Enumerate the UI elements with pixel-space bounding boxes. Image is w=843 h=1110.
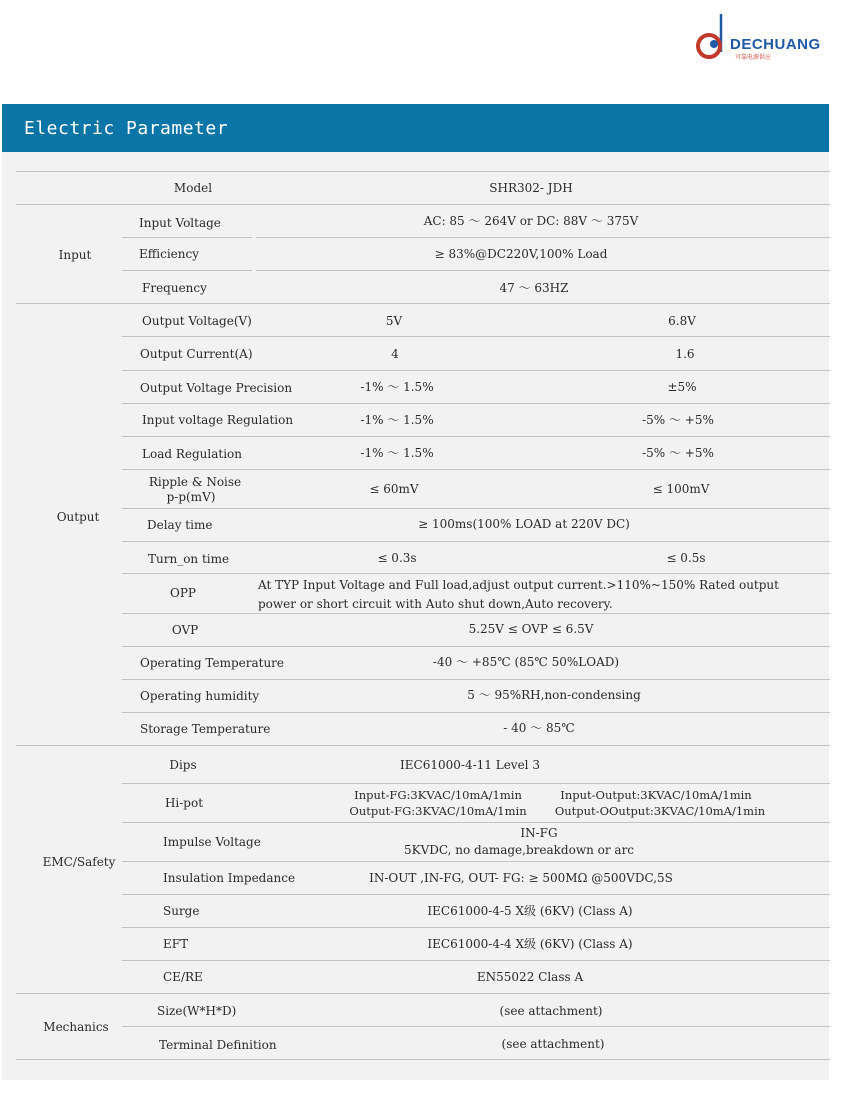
regulation-label: Input voltage Regulation xyxy=(142,413,294,427)
precision-v1: -1% ～ 1.5% xyxy=(360,380,434,394)
op-temp-value: -40 ～ +85℃ (85℃ 50%LOAD) xyxy=(432,655,620,669)
table-divider xyxy=(16,204,830,205)
output-current-v2: 1.6 xyxy=(675,347,695,361)
output-voltage-v1: 5V xyxy=(385,314,403,328)
input-voltage-value: AC: 85 ～ 264V or DC: 88V ～ 375V xyxy=(423,214,639,228)
row-divider xyxy=(122,336,830,337)
row-divider xyxy=(122,469,830,470)
row-divider xyxy=(122,822,830,823)
terminal-value: (see attachment) xyxy=(501,1037,605,1051)
group-input: Input xyxy=(58,248,92,262)
row-divider xyxy=(122,613,830,614)
group-emc-safety: EMC/Safety xyxy=(42,855,116,869)
output-voltage-label: Output Voltage(V) xyxy=(142,314,252,328)
load-regulation-v2: -5% ～ +5% xyxy=(642,446,714,460)
row-divider xyxy=(122,960,830,961)
section-header xyxy=(2,104,829,152)
delay-label: Delay time xyxy=(147,518,213,532)
terminal-label: Terminal Definition xyxy=(159,1038,277,1052)
input-voltage-label: Input Voltage xyxy=(139,216,221,230)
ovp-label: OVP xyxy=(171,623,199,637)
dips-value: IEC61000-4-11 Level 3 xyxy=(400,758,540,772)
precision-label: Output Voltage Precision xyxy=(140,381,293,395)
frequency-value: 47 ～ 63HZ xyxy=(499,281,569,295)
row-divider xyxy=(122,646,830,647)
table-divider xyxy=(16,1059,830,1060)
regulation-v2: -5% ～ +5% xyxy=(642,413,714,427)
turn-on-v2: ≤ 0.5s xyxy=(666,551,706,565)
precision-v2: ±5% xyxy=(667,380,697,394)
storage-temp-label: Storage Temperature xyxy=(140,722,271,736)
parameter-table xyxy=(2,152,829,1080)
row-divider xyxy=(122,403,830,404)
frequency-label: Frequency xyxy=(142,281,207,295)
insulation-label: Insulation Impedance xyxy=(163,871,296,885)
op-temp-label: Operating Temperature xyxy=(140,656,285,670)
row-divider xyxy=(122,894,830,895)
turn-on-label: Turn_on time xyxy=(148,552,230,566)
brand-name: DECHUANG xyxy=(730,36,821,53)
hipot-label: Hi-pot xyxy=(164,796,204,810)
ripple-label-line1: Ripple & Noise xyxy=(148,475,242,489)
row-divider xyxy=(122,679,830,680)
row-divider xyxy=(256,270,830,271)
surge-value: IEC61000-4-5 X级 (6KV) (Class A) xyxy=(427,904,633,918)
delay-value: ≥ 100ms(100% LOAD at 220V DC) xyxy=(418,517,630,531)
insulation-value: IN-OUT ,IN-FG, OUT- FG: ≥ 500MΩ @500VDC,5S xyxy=(369,871,673,885)
row-divider xyxy=(122,237,252,238)
ripple-label-line2: p-p(mV) xyxy=(166,490,216,504)
group-divider xyxy=(16,993,830,994)
cere-label: CE/RE xyxy=(163,970,203,984)
ripple-v2: ≤ 100mV xyxy=(652,482,710,496)
hipot-input-output: Input-Output:3KVAC/10mA/1min xyxy=(560,788,752,802)
surge-label: Surge xyxy=(163,904,200,918)
row-divider xyxy=(256,237,830,238)
impulse-line2: 5KVDC, no damage,breakdown or arc xyxy=(403,843,635,857)
row-divider xyxy=(122,1026,830,1027)
brand-tagline: 可靠电源供应 xyxy=(735,55,772,61)
hipot-output-fg: Output-FG:3KVAC/10mA/1min xyxy=(349,804,527,818)
hipot-output-output: Output-OOutput:3KVAC/10mA/1min xyxy=(554,804,766,818)
row-divider xyxy=(122,541,830,542)
eft-label: EFT xyxy=(163,937,189,951)
row-divider xyxy=(122,270,252,271)
hipot-input-fg: Input-FG:3KVAC/10mA/1min xyxy=(354,788,522,802)
op-humidity-label: Operating humidity xyxy=(140,689,260,703)
regulation-v1: -1% ～ 1.5% xyxy=(360,413,434,427)
efficiency-label: Efficiency xyxy=(139,247,200,261)
dips-label: Dips xyxy=(169,758,197,772)
row-divider xyxy=(122,861,830,862)
output-current-v1: 4 xyxy=(391,347,399,361)
op-humidity-value: 5 ～ 95%RH,non-condensing xyxy=(467,688,641,702)
row-divider xyxy=(122,783,830,784)
table-divider xyxy=(16,171,830,172)
row-divider xyxy=(122,508,830,509)
group-output: Output xyxy=(56,510,100,524)
ripple-v1: ≤ 60mV xyxy=(369,482,419,496)
output-current-label: Output Current(A) xyxy=(140,347,253,361)
opp-line2: power or short circuit with Auto shut down,Auto recovery. xyxy=(258,597,613,611)
load-regulation-label: Load Regulation xyxy=(142,447,242,461)
impulse-label: Impulse Voltage xyxy=(163,835,261,849)
group-divider xyxy=(16,303,830,304)
turn-on-v1: ≤ 0.3s xyxy=(377,551,417,565)
section-title: Electric Parameter xyxy=(24,118,229,139)
group-divider xyxy=(16,745,830,746)
cere-value: EN55022 Class A xyxy=(476,970,584,984)
group-mechanics: Mechanics xyxy=(43,1020,109,1034)
model-value: SHR302- JDH xyxy=(489,181,573,195)
size-value: (see attachment) xyxy=(499,1004,603,1018)
row-divider xyxy=(122,436,830,437)
row-divider xyxy=(122,573,830,574)
size-label: Size(W*H*D) xyxy=(157,1004,237,1018)
opp-label: OPP xyxy=(170,586,196,600)
row-divider xyxy=(122,927,830,928)
storage-temp-value: - 40 ～ 85℃ xyxy=(503,721,575,735)
opp-line1: At TYP Input Voltage and Full load,adjust output current.>110%~150% Rated output xyxy=(258,578,779,592)
row-divider xyxy=(122,712,830,713)
output-voltage-v2: 6.8V xyxy=(668,314,696,328)
eft-value: IEC61000-4-4 X级 (6KV) (Class A) xyxy=(427,937,633,951)
row-divider xyxy=(122,370,830,371)
load-regulation-v1: -1% ～ 1.5% xyxy=(360,446,434,460)
logo-mark-icon xyxy=(694,14,734,64)
impulse-line1: IN-FG xyxy=(520,826,558,840)
model-label: Model xyxy=(173,181,213,195)
efficiency-value: ≥ 83%@DC220V,100% Load xyxy=(434,247,608,261)
ovp-value: 5.25V ≤ OVP ≤ 6.5V xyxy=(468,622,594,636)
